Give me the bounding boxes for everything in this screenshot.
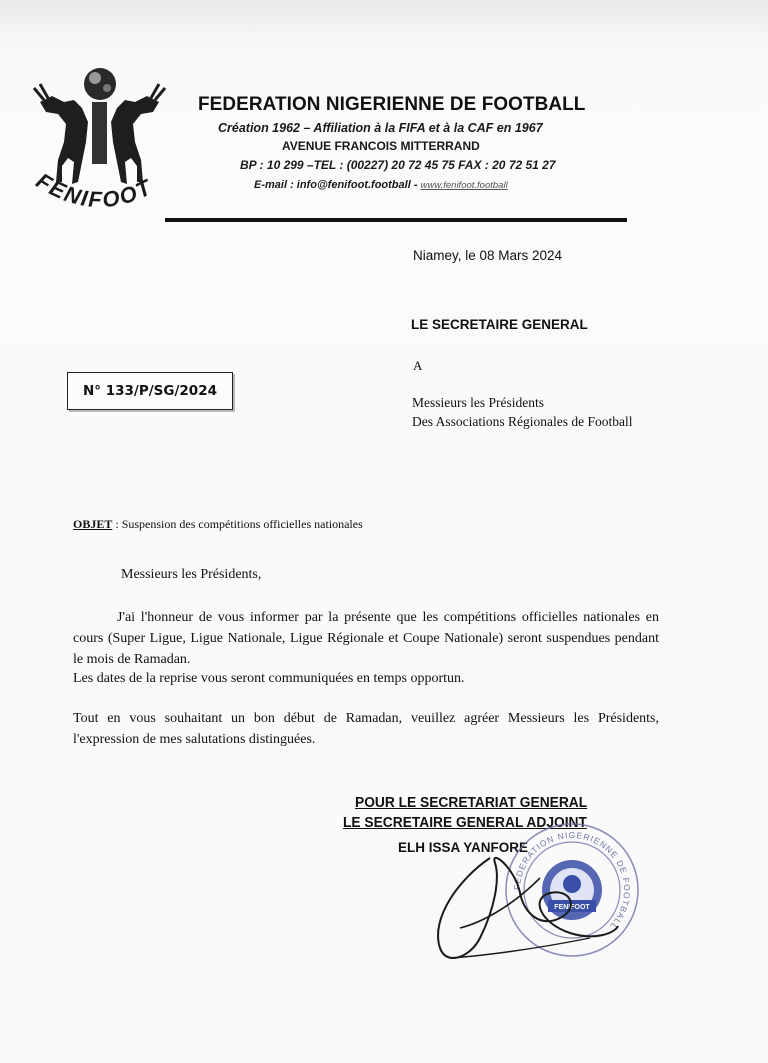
logo-arc-text: FENIFOOT [31, 167, 157, 213]
recipients [412, 393, 632, 431]
fenifoot-logo [22, 62, 177, 222]
objet-line [73, 517, 363, 532]
website-link[interactable]: www.fenifoot.football [420, 180, 508, 191]
federation-name: FEDERATION NIGERIENNE DE FOOTBALL [198, 93, 586, 115]
stamp-ring-text: FEDERATION NIGERIENNE DE FOOTBALL [511, 829, 633, 932]
contact-line: BP : 10 299 –TEL : (00227) 20 72 45 75 FAX : 20 72 51 27 [240, 158, 556, 172]
creation-line: Création 1962 – Affiliation à la FIFA et à la CAF en 1967 [218, 121, 543, 135]
recipient-line: Messieurs les Présidents [412, 395, 544, 410]
stamp-center-text: FENIFOOT [554, 904, 590, 911]
body-paragraph-3: Tout en vous souhaitant un bon début de Ramadan, veuillez agréer Messieurs les Présidents, l'expression de mes salutations distinguées. [73, 711, 659, 747]
body-paragraph-1: J'ai l'honneur de vous informer par la présente que les compétitions officielles nationales en cours (Super Ligue, Ligue Nationale, Ligue Régionale et Coupe Nationale) seront suspendues pendant le mois de Ramadan. [73, 610, 659, 667]
objet-text: : Suspension des compétitions officielles nationales [115, 517, 363, 531]
to-prefix: A [413, 358, 423, 373]
recipient-line: Des Associations Régionales de Football [412, 414, 633, 429]
address-line: AVENUE FRANCOIS MITTERRAND [282, 139, 480, 153]
place-date: Niamey, le 08 Mars 2024 [413, 248, 563, 263]
signature-title-2: LE SECRETAIRE GENERAL ADJOINT [343, 815, 587, 831]
body-paragraph-2: Les dates de la reprise vous seront communiquées en temps opportun. [73, 671, 465, 686]
salutation: Messieurs les Présidents, [121, 567, 262, 582]
email-line [254, 179, 508, 191]
reference-number-box: N° 133/P/SG/2024 [67, 372, 233, 410]
handwritten-signature [420, 838, 620, 973]
sender-title: LE SECRETAIRE GENERAL [411, 317, 588, 332]
email-text: E-mail : info@fenifoot.football - [254, 179, 418, 191]
header-rule [165, 218, 627, 222]
signature-title-1: POUR LE SECRETARIAT GENERAL [355, 795, 588, 811]
objet-label: OBJET [73, 517, 113, 531]
signatory-name: ELH ISSA YANFORE [398, 840, 529, 855]
